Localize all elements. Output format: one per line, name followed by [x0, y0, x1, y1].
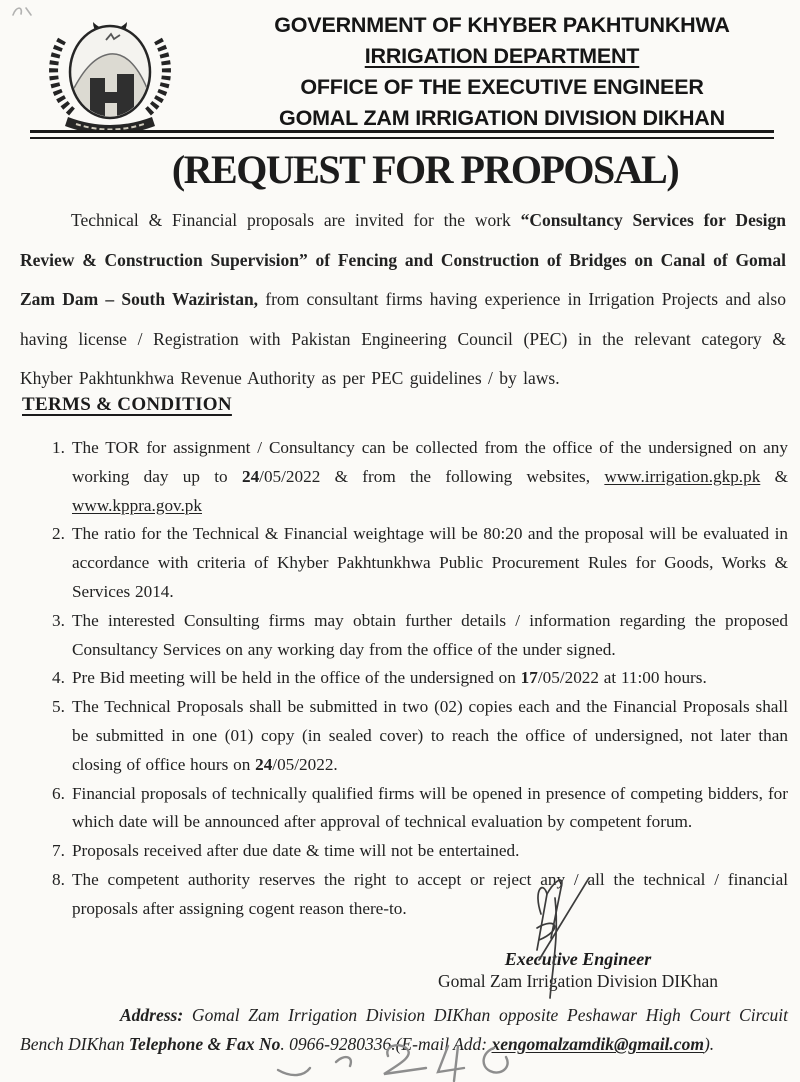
list-item-number: 8.: [52, 869, 65, 889]
text-segment: The Technical Proposals shall be submitted in two (02) copies each and the Financial Proposals shall be submitted in one (01) copy (in sealed cover) to reach the office of undersigned, not later than closing of office hours on: [72, 697, 788, 774]
list-item: [22, 837, 788, 866]
list-item-number: 7.: [52, 841, 65, 861]
list-item-number: 1.: [52, 438, 65, 457]
letterhead-line-division: GOMAL ZAM IRRIGATION DIVISION DIKHAN: [279, 106, 725, 130]
text-segment: 24: [241, 466, 260, 486]
letterhead-line-department: IRRIGATION DEPARTMENT: [364, 44, 640, 68]
intro-paragraph: [20, 201, 786, 399]
text-segment: The ratio for the Technical & Financial weightage will be 80:20 and the proposal will be evaluated in accordance with criteria of Khyber Pakhtunkhwa Public Procurement Rules for Goods, Works & Services 2014.: [72, 524, 788, 601]
list-item: [22, 434, 788, 520]
list-item-number: 5.: [52, 697, 65, 717]
letterhead-text: [186, 6, 778, 134]
letterhead: [34, 6, 778, 134]
letterhead-line-government: GOVERNMENT OF KHYBER PAKHTUNKHWA: [274, 13, 730, 37]
list-item: [22, 664, 788, 693]
header-divider: [30, 130, 774, 139]
list-item-number: 6.: [52, 783, 65, 803]
text-segment: The competent authority reserves the right to accept or reject any / all the technical / financial proposals after assigning cogent reason there-to.: [72, 869, 788, 918]
text-segment: Financial proposals of technically qualified firms will be opened in presence of competing bidders, for which date will be announced after approval of technical evaluation by competent forum.: [72, 783, 788, 832]
document-title: (REQUEST FOR PROPOSAL): [171, 147, 679, 192]
list-item: [22, 780, 788, 838]
text-segment: &: [760, 466, 788, 486]
list-item-text: [72, 837, 788, 866]
letterhead-line-office: OFFICE OF THE EXECUTIVE ENGINEER: [300, 75, 704, 99]
list-item: [22, 866, 788, 924]
terms-heading: TERMS & CONDITION: [22, 394, 232, 415]
text-segment: Gomal Zam Irrigation Division DIKhan opposite Peshawar High Court Circuit Bench DIKhan: [20, 1005, 788, 1054]
text-segment: xengomalzamdik@gmail.com: [491, 1034, 704, 1054]
text-segment: /05/2022 at 11:00 hours.: [537, 668, 707, 688]
text-segment: /05/2022 & from the following websites,: [259, 466, 605, 486]
list-item-text: [72, 520, 788, 606]
list-item-text: [72, 866, 788, 924]
list-item-text: [72, 780, 788, 838]
text-segment: Telephone & Fax No: [128, 1034, 281, 1054]
text-segment: Proposals received after due date & time will not be entertained.: [72, 841, 520, 861]
text-segment: “Consultancy Services for Design Review & Construction Supervision” of Fencing and Construction of Bridges on Canal of Gomal Zam Dam – South Waziristan,: [20, 210, 786, 309]
text-segment: www.kppra.gov.pk: [72, 495, 202, 515]
text-segment: Address:: [120, 1005, 184, 1025]
list-item-number: 4.: [52, 668, 65, 688]
list-item: [22, 693, 788, 779]
list-item-text: [72, 607, 788, 665]
handwritten-scribble: [270, 1040, 600, 1082]
list-item: [22, 607, 788, 665]
text-segment: ).: [703, 1034, 715, 1054]
text-segment: The TOR for assignment / Consultancy can be collected from the office of the undersigned on any working day up to: [72, 438, 788, 486]
list-item-text: [72, 664, 788, 693]
list-item-number: 2.: [52, 524, 65, 544]
text-segment: www.irrigation.gkp.pk: [604, 466, 761, 486]
text-segment: . 0966-9280336.(E-mail Add:: [280, 1034, 492, 1054]
text-segment: The interested Consulting firms may obtain further details / information regarding the proposed Consultancy Services on any working day from the office of the under signed.: [72, 610, 788, 659]
text-segment: from consultant firms having experience in Irrigation Projects and also having license / Registration with Pakistan Engineering Council (PEC) in the relevant category & Khyber Pakhtunkhwa Revenue Authority as per PEC guidelines / by laws.: [20, 289, 786, 388]
signature-mark: [503, 872, 623, 1002]
text-segment: 24: [255, 754, 273, 774]
text-segment: /05/2022.: [272, 754, 338, 774]
list-item-number: 3.: [52, 610, 65, 630]
kp-emblem-logo: [34, 6, 186, 130]
text-segment: Technical & Financial proposals are invited for the work: [71, 210, 521, 230]
text-segment: 17: [520, 668, 538, 688]
terms-list: [22, 434, 788, 924]
signatory-title: Executive Engineer: [504, 949, 652, 969]
list-item-text: [72, 434, 788, 520]
list-item: [22, 520, 788, 606]
text-segment: Pre Bid meeting will be held in the office of the undersigned on: [72, 668, 521, 688]
signatory-office: Gomal Zam Irrigation Division DIKhan: [438, 971, 718, 991]
list-item-text: [72, 693, 788, 779]
